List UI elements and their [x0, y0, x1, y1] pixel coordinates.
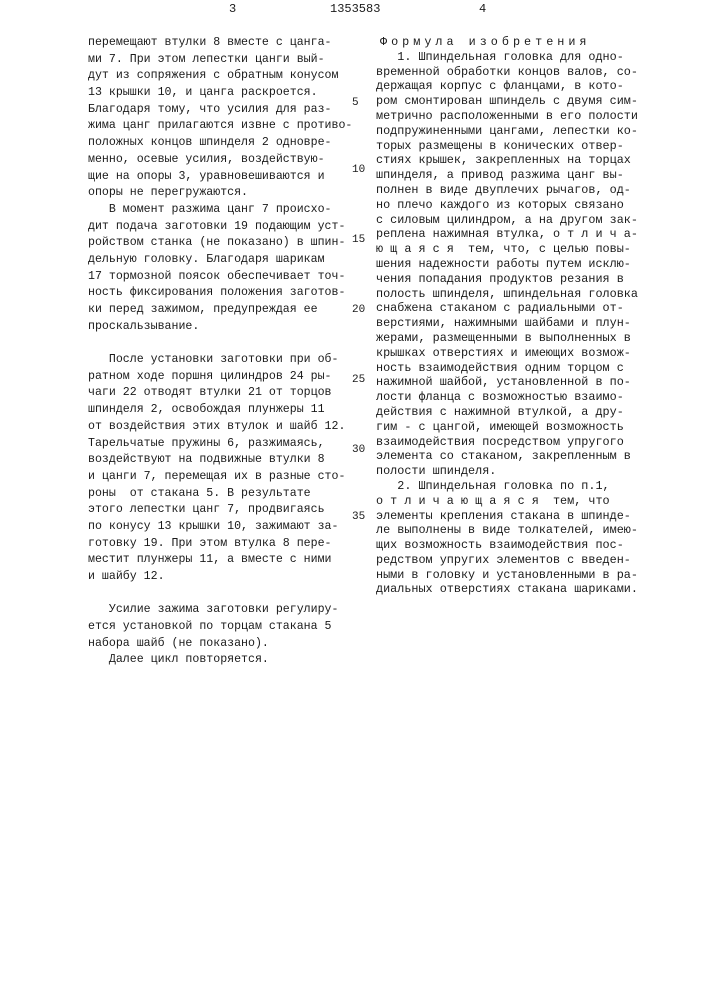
text-line: дельную головку. Благодаря шарикам — [88, 252, 352, 269]
claim-line: 1. Шпиндельная головка для одно- — [376, 50, 638, 65]
text-line: ется установкой по торцам стакана 5 — [88, 619, 352, 636]
claim-line: шения надежности работы путем исклю- — [376, 257, 638, 272]
text-line: После установки заготовки при об- — [88, 352, 352, 369]
text-line: и цанги 7, перемещая их в разные сто- — [88, 469, 352, 486]
claim-line: чения попадания продуктов резания в — [376, 272, 638, 287]
claim-line: но плечо каждого из которых связано — [376, 198, 638, 213]
text-line: шпинделя 2, освобождая плунжеры 11 — [88, 402, 352, 419]
claim-line: верстиями, нажимными шайбами и плун- — [376, 316, 638, 331]
claim-line: ю щ а я с я тем, что, с целью повы- — [376, 242, 638, 257]
line-number: 10 — [352, 164, 365, 176]
text-line: В момент разжима цанг 7 происхо- — [88, 202, 352, 219]
text-line: дут из сопряжения с обратным конусом — [88, 68, 352, 85]
claim-line: шпинделя, а привод разжима цанг вы- — [376, 168, 638, 183]
claim-line: полость шпинделя, шпиндельная головка — [376, 287, 638, 302]
text-line: по конусу 13 крышки 10, зажимают за- — [88, 519, 352, 536]
text-line: ки перед зажимом, предупреждая ее — [88, 302, 352, 319]
claim-line: крышках отверстиях и имеющих возмож- — [376, 346, 638, 361]
claim-line: полнен в виде двуплечих рычагов, од- — [376, 183, 638, 198]
text-line: этого лепестки цанг 7, продвигаясь — [88, 502, 352, 519]
text-line: опоры не перегружаются. — [88, 185, 352, 202]
text-line: жима цанг прилагаются извне с противо- — [88, 118, 352, 135]
claim-line: ными в головку и установленными в ра- — [376, 568, 638, 583]
claim-line: держащая корпус с фланцами, в кото- — [376, 79, 638, 94]
claim-line: элементы крепления стакана в шпинде- — [376, 509, 638, 524]
text-line: 17 тормозной поясок обеспечивает точ- — [88, 269, 352, 286]
claim-line: ром смонтирован шпиндель с двумя сим- — [376, 94, 638, 109]
claim-line: взаимодействия посредством упругого — [376, 435, 638, 450]
text-line — [88, 586, 352, 603]
claim-line: действия с нажимной втулкой, а дру- — [376, 405, 638, 420]
text-line: ратном ходе поршня цилиндров 24 ры- — [88, 369, 352, 386]
text-line: дит подача заготовки 19 подающим уст- — [88, 219, 352, 236]
text-line: щие на опоры 3, уравновешиваются и — [88, 169, 352, 186]
text-line: роны от стакана 5. В результате — [88, 486, 352, 503]
text-line: перемещают втулки 8 вместе с цанга- — [88, 35, 352, 52]
claim-line: реплена нажимная втулка, о т л и ч а- — [376, 227, 638, 242]
claim-line: полости шпинделя. — [376, 464, 638, 479]
line-number: 35 — [352, 511, 365, 523]
claim-line: щих возможность взаимодействия пос- — [376, 538, 638, 553]
claim-line: ность взаимодействия одним торцом с — [376, 361, 638, 376]
text-line: положных концов шпинделя 2 одновре- — [88, 135, 352, 152]
text-line — [88, 335, 352, 352]
claim-line: о т л и ч а ю щ а я с я тем, что — [376, 494, 638, 509]
claim-line: нажимной шайбой, установленной в по- — [376, 375, 638, 390]
text-line: и шайбу 12. — [88, 569, 352, 586]
claim-line: лости фланца с возможностью взаимо- — [376, 390, 638, 405]
claim-line: гим - с цангой, имеющей возможность — [376, 420, 638, 435]
text-line: ми 7. При этом лепестки цанги вый- — [88, 52, 352, 69]
page-number-left: 3 — [229, 2, 236, 16]
line-number: 25 — [352, 374, 365, 386]
text-line: Благодаря тому, что усилия для раз- — [88, 102, 352, 119]
text-line: местит плунжеры 11, а вместе с ними — [88, 552, 352, 569]
claims-column — [376, 35, 638, 597]
line-number: 5 — [352, 97, 359, 109]
claim-line: 2. Шпиндельная головка по п.1, — [376, 479, 638, 494]
claims-heading: Формула изобретения — [376, 35, 638, 50]
claim-line: временной обработки концов валов, со- — [376, 65, 638, 80]
text-line: Тарельчатые пружины 6, разжимаясь, — [88, 436, 352, 453]
claim-line: подпружиненными цангами, лепестки ко- — [376, 124, 638, 139]
claim-line: элемента со стаканом, закрепленным в — [376, 449, 638, 464]
line-number: 15 — [352, 234, 365, 246]
claim-line: стиях крышек, закрепленных на торцах — [376, 153, 638, 168]
text-line: набора шайб (не показано). — [88, 636, 352, 653]
text-line: чаги 22 отводят втулки 21 от торцов — [88, 385, 352, 402]
text-line: 13 крышки 10, и цанга раскроется. — [88, 85, 352, 102]
claim-line: диальных отверстиях стакана шариками. — [376, 582, 638, 597]
description-column — [88, 35, 352, 669]
claim-line: редством упругих элементов с введен- — [376, 553, 638, 568]
text-line: проскальзывание. — [88, 319, 352, 336]
line-number: 20 — [352, 304, 365, 316]
claim-line: ле выполнены в виде толкателей, имею- — [376, 523, 638, 538]
claim-line: с силовым цилиндром, а на другом зак- — [376, 213, 638, 228]
text-line: ройством станка (не показано) в шпин- — [88, 235, 352, 252]
claim-line: торых размещены в конических отвер- — [376, 139, 638, 154]
text-line: Далее цикл повторяется. — [88, 652, 352, 669]
text-line: от воздействия этих втулок и шайб 12. — [88, 419, 352, 436]
patent-number: 1353583 — [330, 2, 380, 16]
text-line: готовку 19. При этом втулка 8 пере- — [88, 536, 352, 553]
text-line: ность фиксирования положения заготов- — [88, 285, 352, 302]
line-number: 30 — [352, 444, 365, 456]
page-number-right: 4 — [479, 2, 486, 16]
claim-line: жерами, размещенными в выполненных в — [376, 331, 638, 346]
claim-line: метрично расположенными в его полости — [376, 109, 638, 124]
text-line: воздействуют на подвижные втулки 8 — [88, 452, 352, 469]
claim-line: снабжена стаканом с радиальными от- — [376, 301, 638, 316]
text-line: Усилие зажима заготовки регулиру- — [88, 602, 352, 619]
text-line: менно, осевые усилия, воздействую- — [88, 152, 352, 169]
